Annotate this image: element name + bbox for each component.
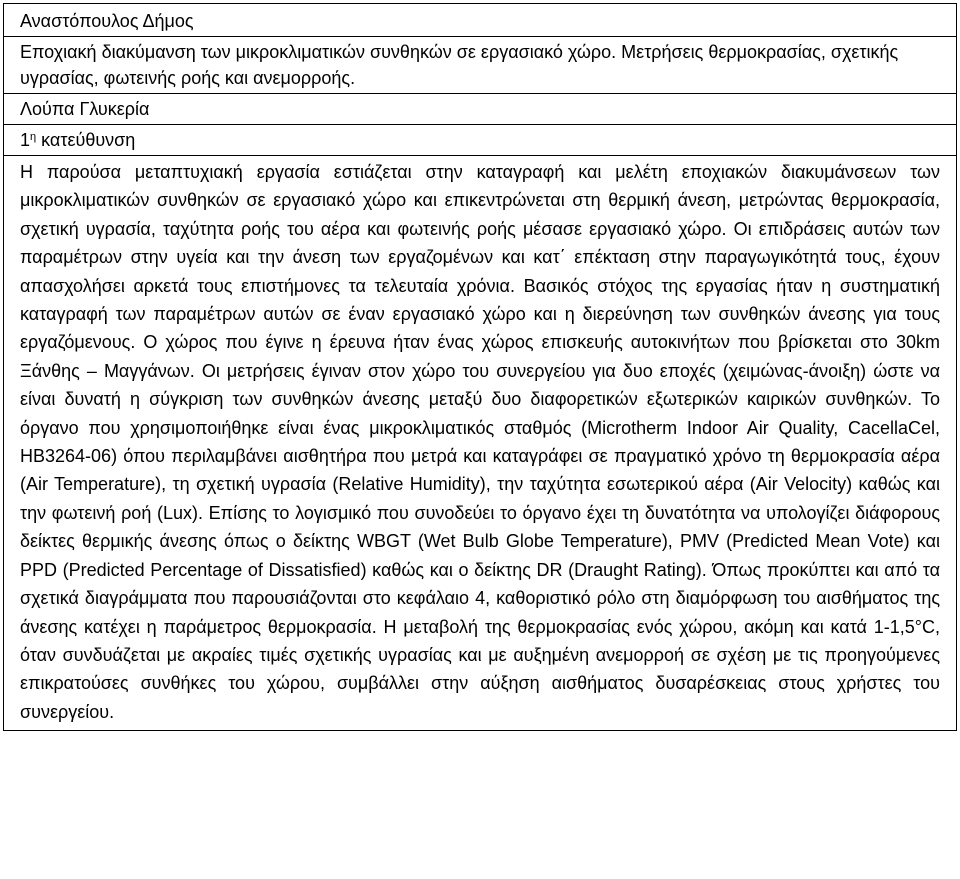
thesis-title: Εποχιακή διακύμανση των μικροκλιματικών συνθηκών σε εργασιακό χώρο. Μετρήσεις θερμοκρασίας, σχετικής υγρασίας, φωτεινής ροής και ανεμορροής. [20,42,899,88]
direction-number: 1 [20,130,31,150]
supervisor-row [4,94,956,125]
thesis-info-table [3,3,957,731]
title-row [4,37,956,94]
abstract-row [4,156,956,731]
author-name: Αναστόπουλος Δήμος [20,11,194,31]
abstract-text: Η παρούσα μεταπτυχιακή εργασία εστιάζεται στην καταγραφή και μελέτη εποχιακών διακυμάνσεων των μικροκλιματικών συνθηκών σε εργασιακό χώρο και επικεντρώνεται στη θερμική άνεση, μετρώντας θερμοκρασία, σχετική υγρασία, ταχύτητα ροής του αέρα και φωτεινής ροής μέσασε εργασιακό χώρο. Οι επιδράσεις αυτών των παραμέτρων στην υγεία και την άνεση των εργαζομένων και κατ΄ επέκταση στην παραγωγικότητά τους, έχουν απασχολήσει αρκετά τους επιστήμονες τα τελευταία χρόνια. Βασικός στόχος της εργασίας ήταν η συστηματική καταγραφή των παραμέτρων αυτών σε έναν εργασιακό χώρο και η διερεύνηση των συνθηκών άνεσης για τους εργαζόμενους. Ο χώρος που έγινε η έρευνα ήταν ένας χώρος επισκευής αυτοκινήτων που βρίσκεται στο 30km Ξάνθης – Μαγγάνων. Οι μετρήσεις έγιναν στον χώρο του συνεργείου για δυο εποχές (χειμώνας-άνοιξη) ώστε να είναι δυνατή η σύγκριση των συνθηκών άνεσης μεταξύ δυο διαφορετικών εξωτερικών καιρικών συνθηκών. Το όργανο που χρησιμοποιήθηκε είναι ένας μικροκλιματικός σταθμός (Microtherm Indoor Air Quality, CacellaCel, HB3264-06) όπου περιλαμβάνει αισθητήρα που μετρά και καταγράφει σε πραγματικό χρόνο τη θερμοκρασία αέρα (Air Temperature), τη σχετική υγρασία (Relative Humidity), την ταχύτητα εσωτερικού αέρα (Air Velocity) καθώς και την φωτεινή ροή (Lux). Επίσης το λογισμικό που συνοδεύει το όργανο έχει τη δυνατότητα να υπολογίζει διάφορους δείκτες θερμικής άνεσης όπως ο δείκτης WBGT (Wet Bulb Globe Temperature), PMV (Predicted Mean Vote) και PPD (Predicted Percentage of Dissatisfied) καθώς και ο δείκτης DR (Draught Rating). Όπως προκύπτει και από τα σχετικά διαγράμματα που παρουσιάζονται στο κεφάλαιο 4, καθοριστικό ρόλο στη διαμόρφωση του αισθήματος της άνεσης κατέχει η παράμετρος θερμοκρασία. Η μεταβολή της θερμοκρασίας ενός χώρου, ακόμη και κατά 1-1,5°C, όταν συνδυάζεται με ακραίες τιμές σχετικής υγρασίας και με αυξημένη ανεμορροή σε σχέση με τις προηγούμενες επικρατούσες συνθήκες του χώρου, συμβάλλει στην αύξηση αισθήματος δυσαρέσκειας στους χρήστες του συνεργείου. [20,162,940,722]
direction-label: κατεύθυνση [41,130,136,150]
direction-row [4,125,956,156]
direction-superscript: η [30,131,37,143]
supervisor-name: Λούπα Γλυκερία [20,99,150,119]
author-row [4,4,956,37]
